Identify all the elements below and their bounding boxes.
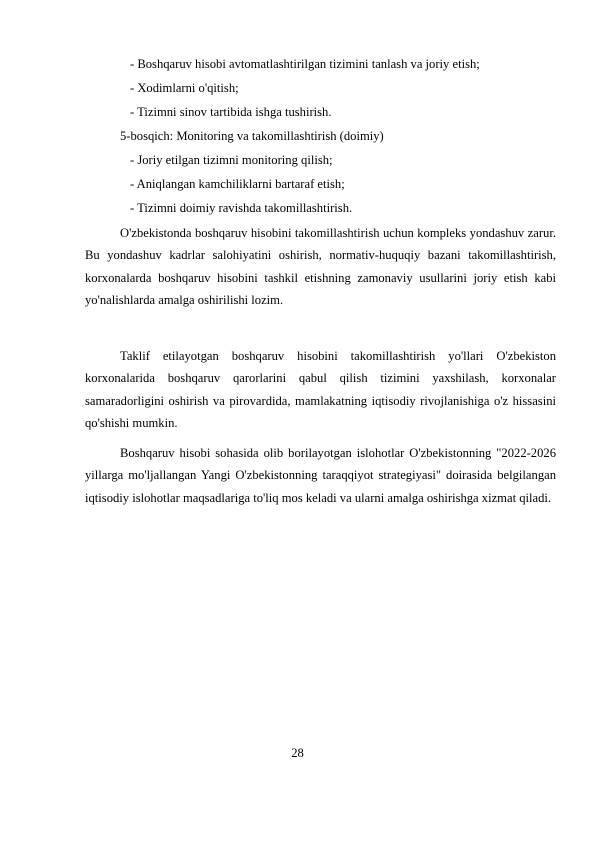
list-item: - Tizimni doimiy ravishda takomillashtirish.: [130, 201, 353, 215]
list-item: - Tizimni sinov tartibida ishga tushirish.: [130, 105, 332, 119]
list-item: - Xodimlarni o'qitish;: [130, 81, 239, 95]
step-heading: 5-bosqich: Monitoring va takomillashtirish (doimiy): [120, 129, 384, 143]
body-paragraph: O'zbekistonda boshqaruv hisobini takomillashtirish uchun kompleks yondashuv zarur. Bu yondashuv kadrlar salohiyatini oshirish, normativ-huquqiy bazani takomillashtirish, korxonalarda boshqaruv hisobini tashkil etishning zamonaviy usullarini joriy etish kabi yo'nalishlarda amalga oshirilishi lozim.: [85, 226, 556, 308]
body-paragraph: Taklif etilayotgan boshqaruv hisobini takomillashtirish yo'llari O'zbekiston korxonalarida boshqaruv qarorlarini qabul qilish tizimini yaxshilash, korxonalar samaradorligini oshirish va pirovardida, mamlakatning iqtisodiy rivojlanishiga o'z hissasini qo'shishi mumkin.: [85, 349, 556, 431]
list-item: - Boshqaruv hisobi avtomatlashtirilgan tizimini tanlash va joriy etish;: [130, 57, 480, 71]
list-item: - Joriy etilgan tizimni monitoring qilish;: [130, 153, 333, 167]
body-paragraph: Boshqaruv hisobi sohasida olib borilayotgan islohotlar O'zbekistonning "2022-2026 yillarga mo'ljallangan Yangi O'zbekistonning taraqqiyot strategiyasi" doirasida belgilangan iqtisodiy islohotlar maqsadlariga to'liq mos keladi va ularni amalga oshirishga xizmat qiladi.: [85, 446, 556, 505]
page-number: 28: [291, 746, 304, 760]
list-item: - Aniqlangan kamchiliklarni bartaraf etish;: [130, 177, 345, 191]
